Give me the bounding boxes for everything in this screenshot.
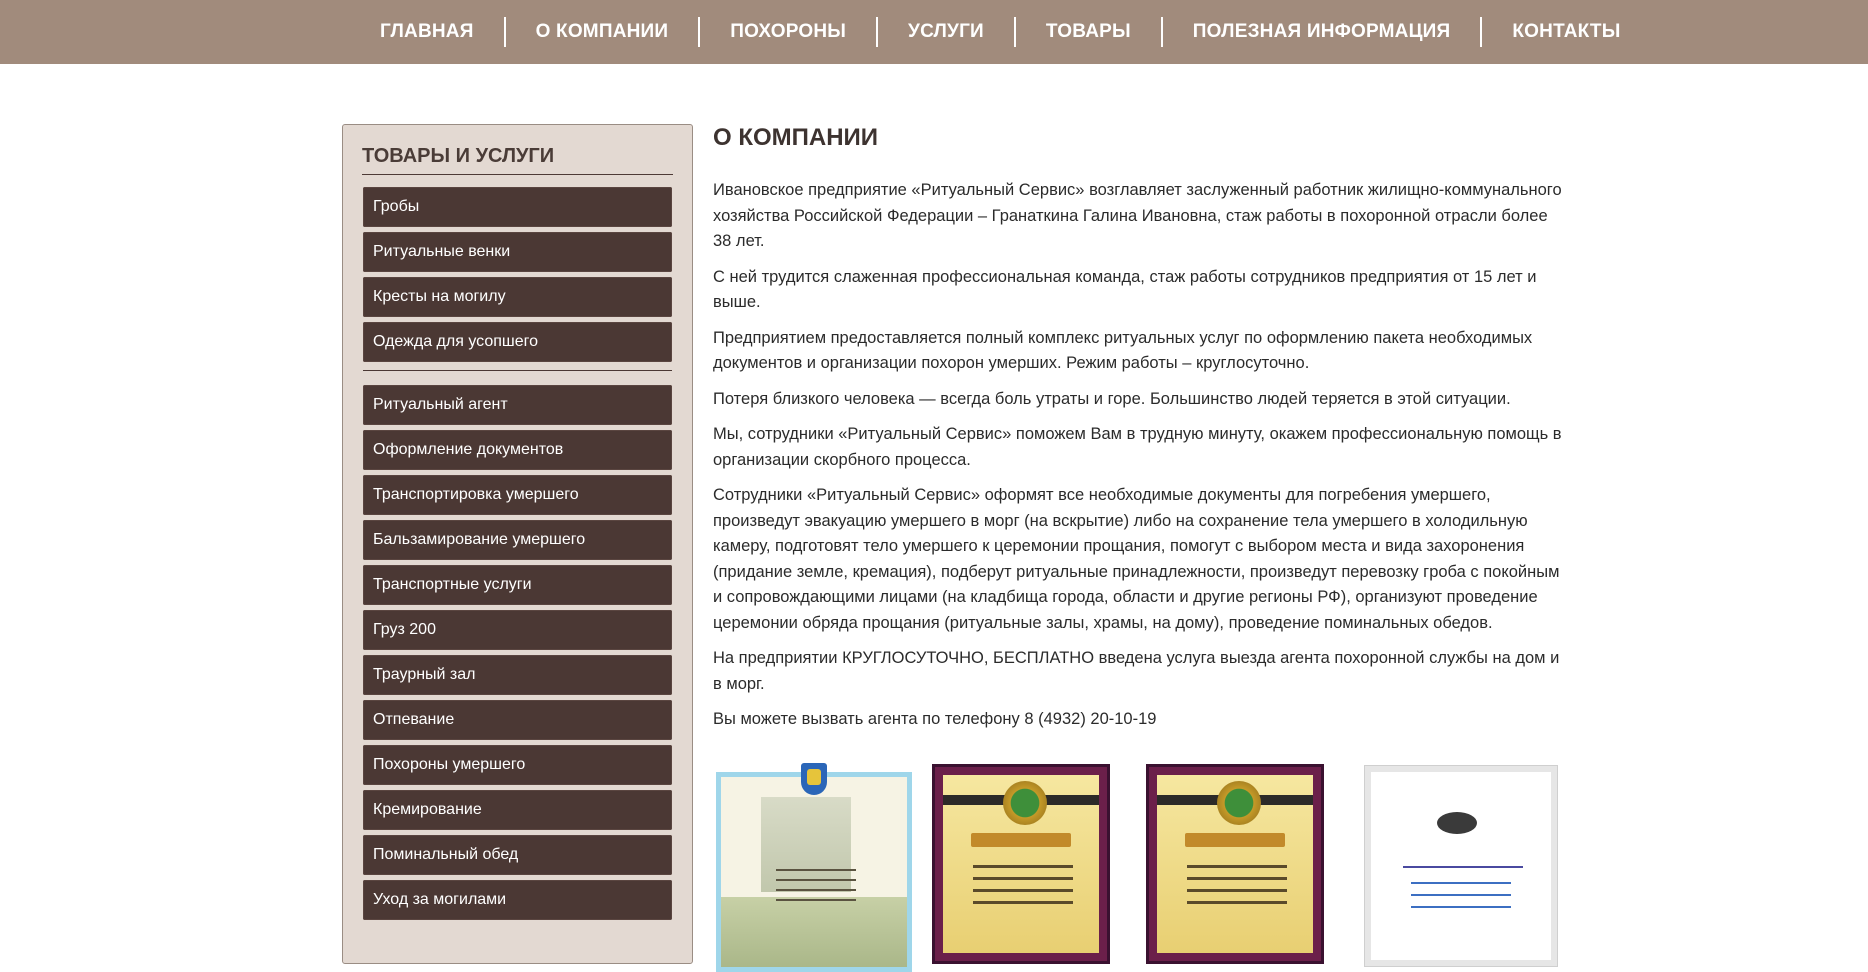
diploma-first-degree-image[interactable] — [1365, 766, 1557, 966]
nav-contacts[interactable]: КОНТАКТЫ — [1512, 21, 1621, 42]
sidebar-item-funeral-service[interactable]: Отпевание — [363, 700, 672, 740]
sidebar-item-transport-services[interactable]: Транспортные услуги — [363, 565, 672, 605]
diploma-text-lines — [973, 865, 1073, 913]
diploma-plate — [943, 775, 1099, 953]
sidebar-item-embalming[interactable]: Бальзамирование умершего — [363, 520, 672, 560]
sidebar-item-coffins[interactable]: Гробы — [363, 187, 672, 227]
paragraph: Потеря близкого человека — всегда боль утраты и горе. Большинство людей теряется в этой ситуации. — [713, 389, 1511, 408]
paragraph: Сотрудники «Ритуальный Сервис» оформят все необходимые документы для погребения умершего, произведут эвакуацию умершего в морг (на вскрытие) либо на сохранение тела умершего в холодильную камеру, подготовят тело умершего к церемонии прощания, помогут с выбором места и вида захоронения (придание земле, кремация), подберут ритуальные принадлежности, произведут перевозку гроба с покойным и сопровождающими лицами (на кладбища города, области и другие регионы РФ), организуют проведение церемонии обряда прощания (ритуальные залы, храмы, на дому), проведение поминальных обедов. — [713, 486, 1560, 632]
sidebar-item-crosses[interactable]: Кресты на могилу — [363, 277, 672, 317]
nav-home[interactable]: ГЛАВНАЯ — [380, 21, 474, 42]
sidebar-item-wreaths[interactable]: Ритуальные венки — [363, 232, 672, 272]
diploma-gold-medal-image[interactable] — [1146, 764, 1324, 964]
diploma-gallery — [713, 754, 1563, 944]
phone-paragraph: Вы можете вызвать агента по телефону 8 (4932) 20-10-19 — [713, 710, 1157, 728]
sidebar-item-memorial-dinner[interactable]: Поминальный обед — [363, 835, 672, 875]
paragraph: На предприятии КРУГЛОСУТОЧНО, БЕСПЛАТНО введена услуга выезда агента похоронной службы на дом и в морг. — [713, 649, 1560, 693]
sidebar-item-agent[interactable]: Ритуальный агент — [363, 385, 672, 425]
certificate-text-lines — [776, 869, 856, 909]
organization-logo-icon — [1437, 812, 1477, 834]
nav-about[interactable]: О КОМПАНИИ — [535, 21, 669, 42]
paragraph: Ивановское предприятие «Ритуальный Сервис» возглавляет заслуженный работник жилищно-коммунального хозяйства Российской Федерации – Гранаткина Галина Ивановна, стаж работы в похоронной отрасли более 38 лет. — [713, 181, 1562, 250]
nav-funerals[interactable]: ПОХОРОНЫ — [730, 21, 847, 42]
coat-of-arms-icon — [801, 763, 827, 795]
main-content — [713, 124, 1563, 743]
sidebar-services-menu — [363, 385, 672, 920]
sidebar — [342, 124, 693, 964]
sidebar-item-transportation[interactable]: Транспортировка умершего — [363, 475, 672, 515]
sidebar-item-documents[interactable]: Оформление документов — [363, 430, 672, 470]
sidebar-item-clothing[interactable]: Одежда для усопшего — [363, 322, 672, 362]
sidebar-goods-menu — [363, 187, 672, 362]
diploma-title-graphic — [1157, 833, 1313, 849]
diploma-title-graphic — [1403, 848, 1523, 868]
paragraph: Мы, сотрудники «Ритуальный Сервис» поможем Вам в трудную минуту, окажем профессиональную помощь в организации скорбного процесса. — [713, 425, 1562, 469]
sidebar-item-grave-care[interactable]: Уход за могилами — [363, 880, 672, 920]
nav-useful-info[interactable]: ПОЛЕЗНАЯ ИНФОРМАЦИЯ — [1192, 21, 1451, 42]
diploma-plate — [1157, 775, 1313, 953]
paragraph: Предприятием предоставляется полный комплекс ритуальных услуг по оформлению пакета необходимых документов и организации похорон умерших. Режим работы – круглосуточно. — [713, 328, 1533, 372]
paragraph: С ней трудится слаженная профессиональная команда, стаж работы сотрудников предприятия от 15 лет и выше. — [713, 267, 1537, 311]
page-title: О КОМПАНИИ — [713, 124, 879, 151]
diploma-text-lines — [1411, 882, 1511, 918]
medal-seal-icon — [1003, 781, 1047, 825]
diploma-text-lines — [1187, 865, 1287, 913]
sidebar-item-cremation[interactable]: Кремирование — [363, 790, 672, 830]
sidebar-item-mourning-hall[interactable]: Траурный зал — [363, 655, 672, 695]
diploma-administration-image[interactable] — [716, 772, 912, 972]
nav-services[interactable]: УСЛУГИ — [908, 21, 984, 42]
sidebar-item-cargo-200[interactable]: Груз 200 — [363, 610, 672, 650]
medal-seal-icon — [1217, 781, 1261, 825]
sidebar-title: ТОВАРЫ И УСЛУГИ — [362, 145, 673, 175]
top-navigation — [0, 0, 1868, 64]
nav-goods[interactable]: ТОВАРЫ — [1045, 21, 1131, 42]
diploma-title-graphic — [943, 833, 1099, 849]
diploma-gold-image[interactable] — [932, 764, 1110, 964]
sidebar-item-burial[interactable]: Похороны умершего — [363, 745, 672, 785]
sidebar-divider — [363, 370, 672, 371]
